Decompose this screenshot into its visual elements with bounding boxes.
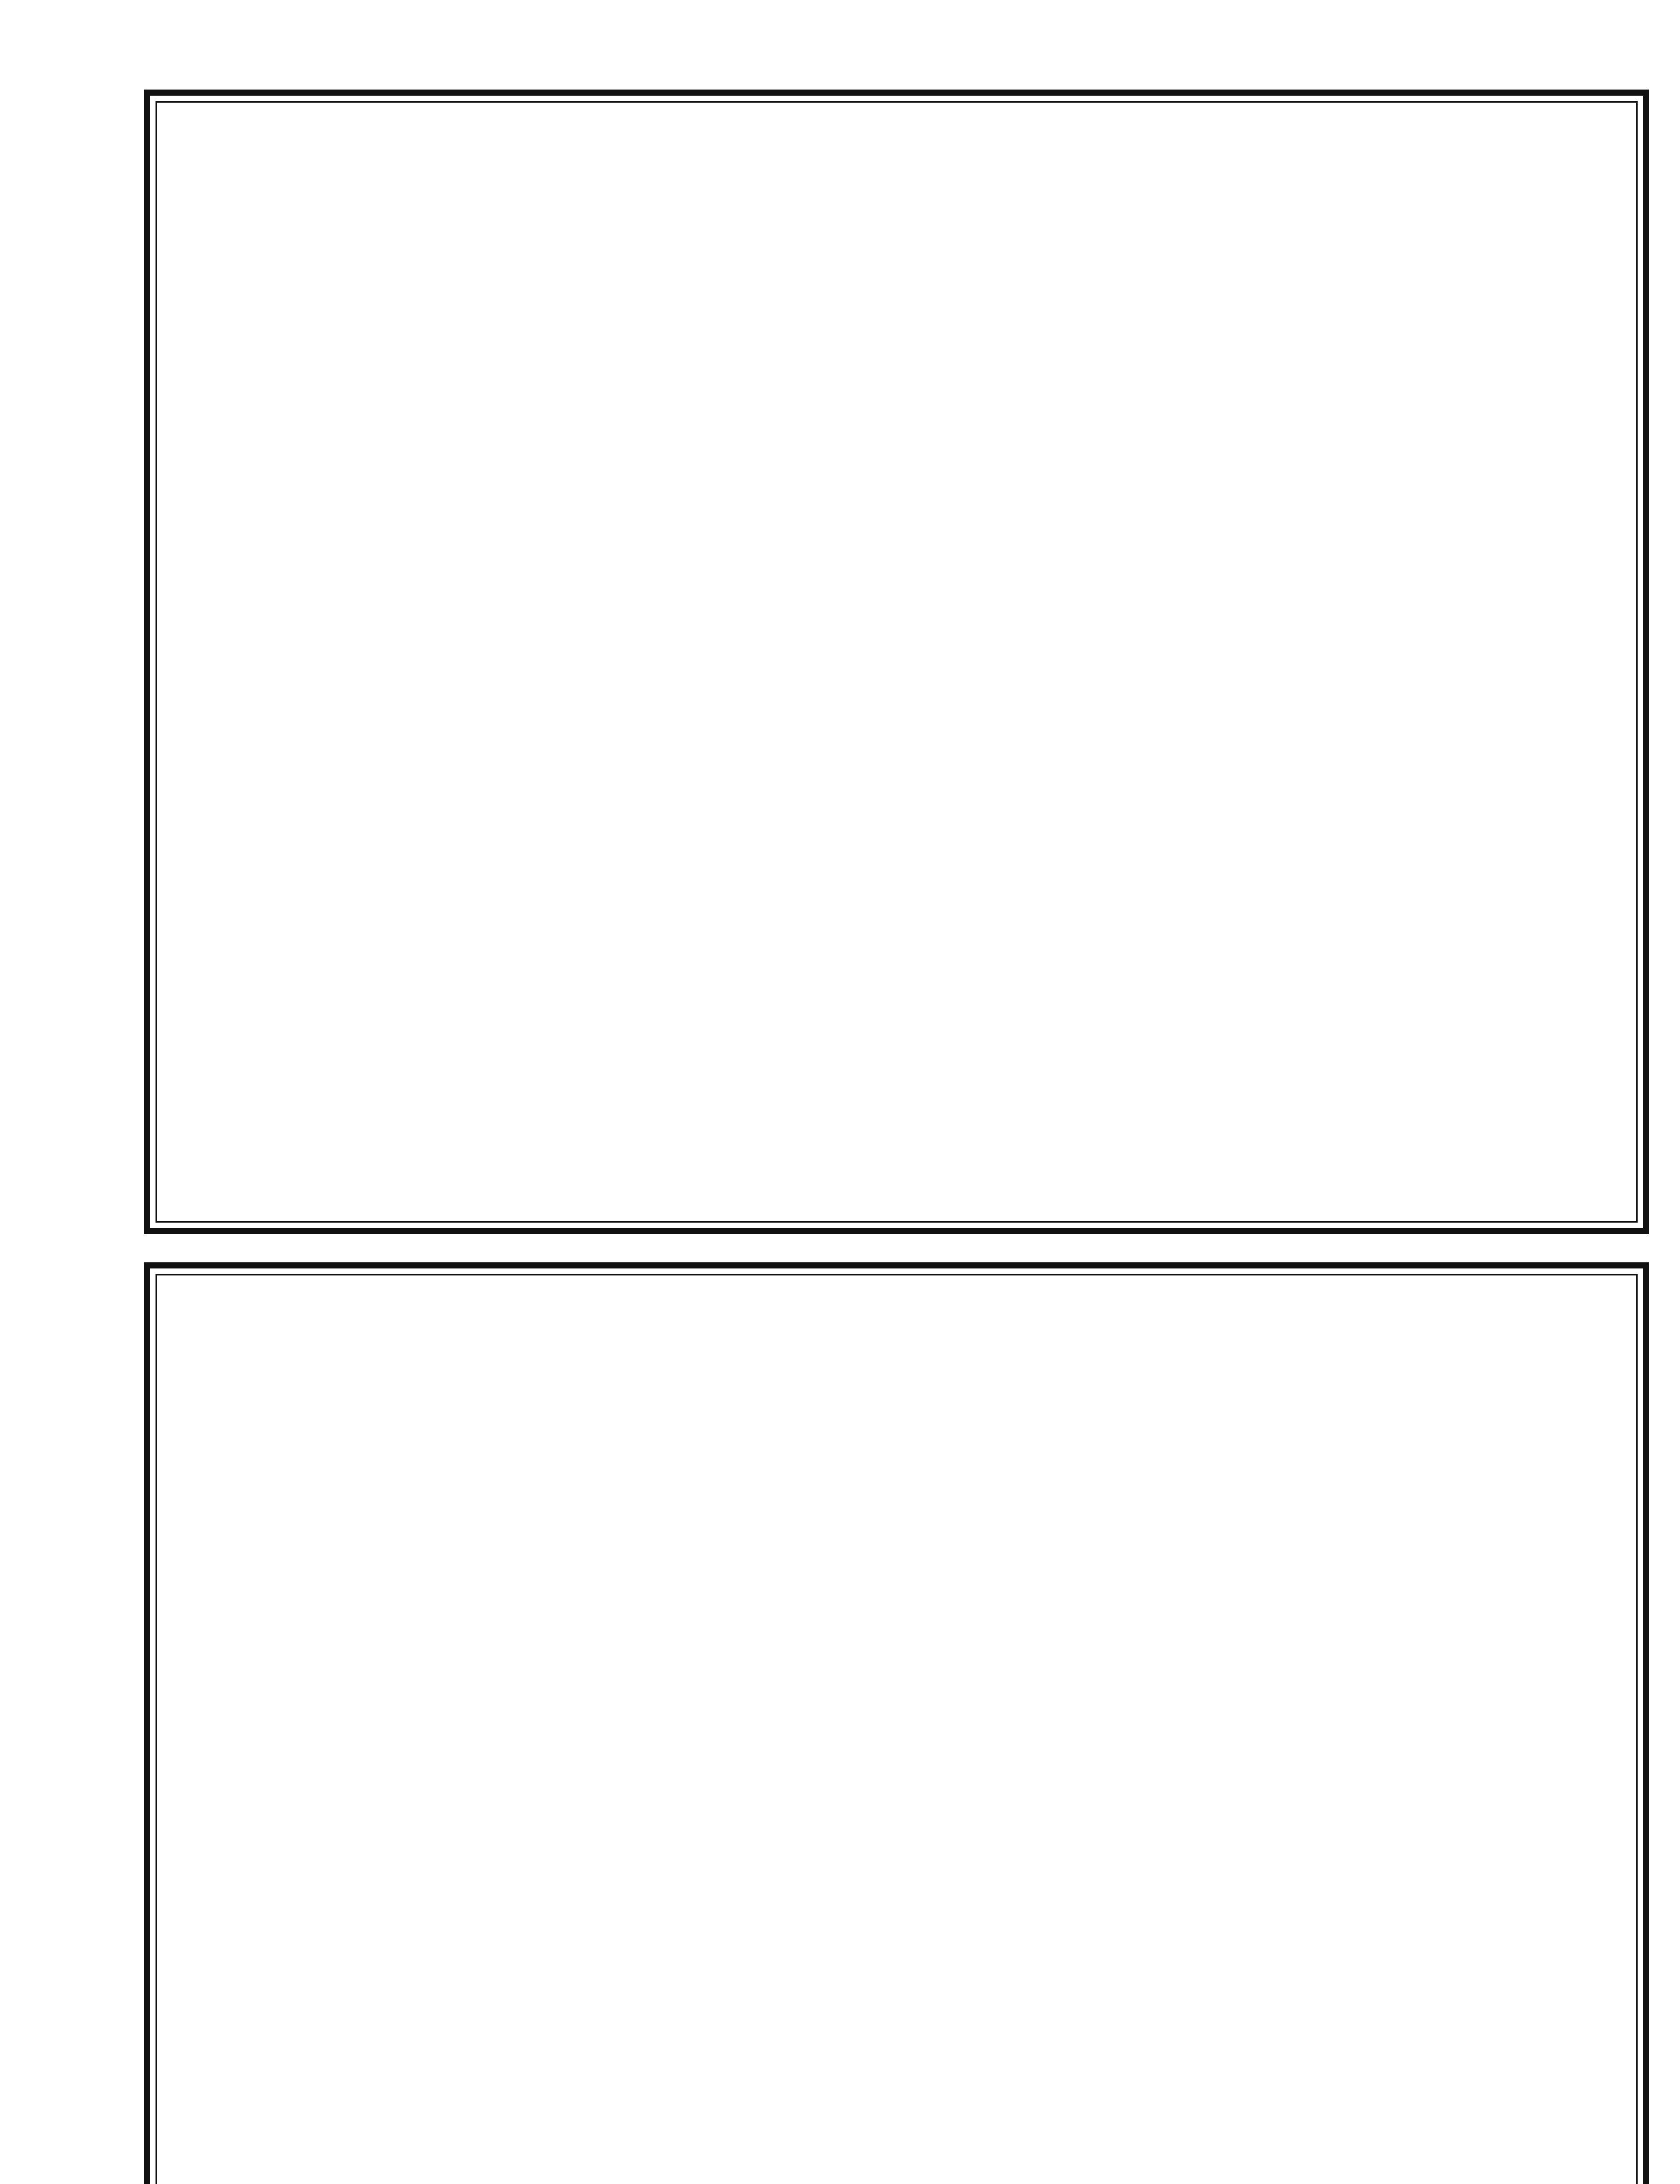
lower-table-panel — [144, 1262, 1649, 2184]
lower-table-body — [168, 1286, 1625, 2184]
upper-table-body — [168, 113, 1625, 1210]
upper-table-panel — [144, 90, 1649, 1234]
